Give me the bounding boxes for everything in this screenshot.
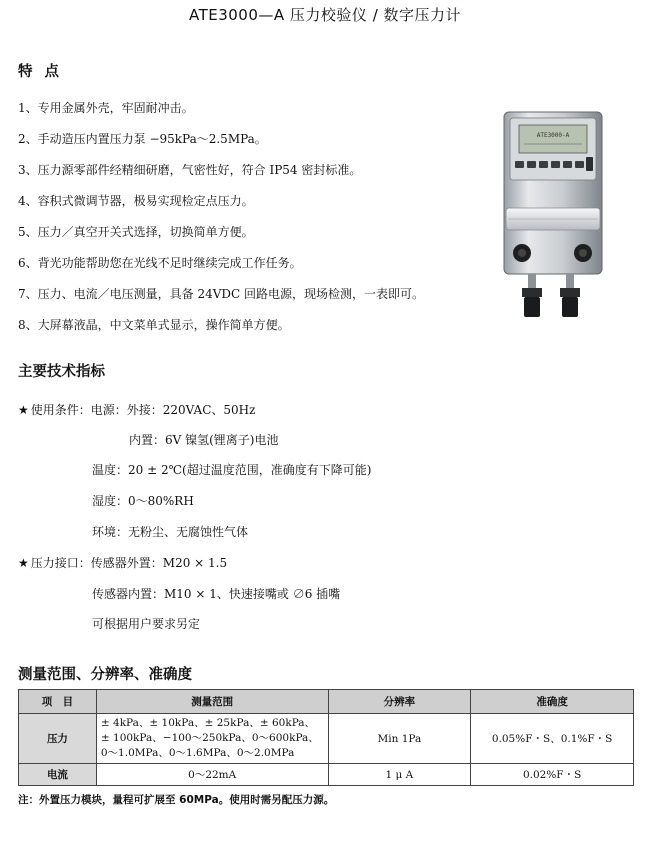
power-external: 电源：外接：220VAC、50Hz: [90, 403, 256, 417]
sensor-internal: 传感器内置：M10 × 1、快速接嘴或 ∅6 插嘴: [92, 587, 341, 601]
current-accuracy: 0.02%F・S: [471, 764, 634, 786]
feature-item: 3、压力源零部件经精细研磨，气密性好，符合 IP54 密封标准。: [18, 163, 362, 177]
feature-item: 1、专用金属外壳，牢固耐冲击。: [18, 101, 194, 115]
row-item-current: 电流: [19, 764, 97, 786]
pressure-resolution: Min 1Pa: [328, 714, 471, 764]
pressure-range: ± 4kPa、± 10kPa、± 25kPa、± 60kPa、± 100kPa、−100～250kPa、0～600kPa、0～1.0MPa、0～1.6MPa、0～2.0MPa: [96, 714, 328, 764]
star-icon: ★: [18, 403, 29, 417]
pressure-accuracy: 0.05%F・S、0.1%F・S: [471, 714, 634, 764]
spec-usage-conditions: [18, 403, 255, 417]
measurement-table: [18, 689, 634, 786]
custom-note: 可根据用户要求另定: [92, 617, 201, 631]
lcd-screen: [519, 125, 587, 153]
star-icon: ★: [18, 556, 29, 570]
usage-label: 使用条件：: [30, 403, 91, 417]
document-title: ATE3000—A 压力校验仪 / 数字压力计: [188, 6, 462, 24]
current-resolution: 1 μ A: [328, 764, 471, 786]
footnote: 注：外置压力模块，量程可扩展至 60MPa。使用时需另配压力源。: [18, 794, 335, 806]
feature-list: [18, 102, 478, 350]
pressure-calibrator-device-image: [500, 110, 606, 325]
sensor-external: 传感器外置：M20 × 1.5: [90, 556, 228, 570]
feature-item: 7、压力、电流／电压测量，具备 24VDC 回路电源，现场检测，一表即可。: [18, 287, 425, 301]
feature-item: 5、压力／真空开关式选择，切换简单方便。: [18, 225, 254, 239]
feature-item: 6、背光功能帮助您在光线不足时继续完成工作任务。: [18, 256, 302, 270]
table-row: [19, 764, 634, 786]
table-header-row: [19, 690, 634, 714]
header-range: 测量范围: [96, 690, 328, 714]
feature-item: 8、大屏幕液晶，中文菜单式显示，操作简单方便。: [18, 318, 290, 332]
current-range: 0～22mA: [96, 764, 328, 786]
header-resolution: 分辨率: [328, 690, 471, 714]
feature-item: 4、容积式微调节器，极易实现检定点压力。: [18, 194, 254, 208]
lcd-text: ATE3000-A: [536, 132, 570, 139]
section-heading-range: 测量范围、分辨率、准确度: [18, 667, 192, 683]
row-item-pressure: 压力: [19, 714, 97, 764]
port-label: 压力接口：: [30, 556, 91, 570]
table-row: [19, 714, 634, 764]
temperature-spec: 温度：20 ± 2℃(超过温度范围，准确度有下降可能): [92, 463, 372, 477]
environment-spec: 环境：无粉尘、无腐蚀性气体: [92, 525, 249, 539]
spec-pressure-port: [18, 556, 227, 570]
humidity-spec: 湿度：0～80%RH: [92, 494, 194, 508]
section-heading-specs: 主要技术指标: [18, 364, 105, 380]
power-internal: 内置：6V 镍氢(锂离子)电池: [129, 433, 279, 447]
section-heading-features: 特点: [18, 64, 71, 80]
header-item: 项 目: [19, 690, 97, 714]
header-accuracy: 准确度: [471, 690, 634, 714]
feature-item: 2、手动造压内置压力泵 −95kPa～2.5MPa。: [18, 132, 267, 146]
